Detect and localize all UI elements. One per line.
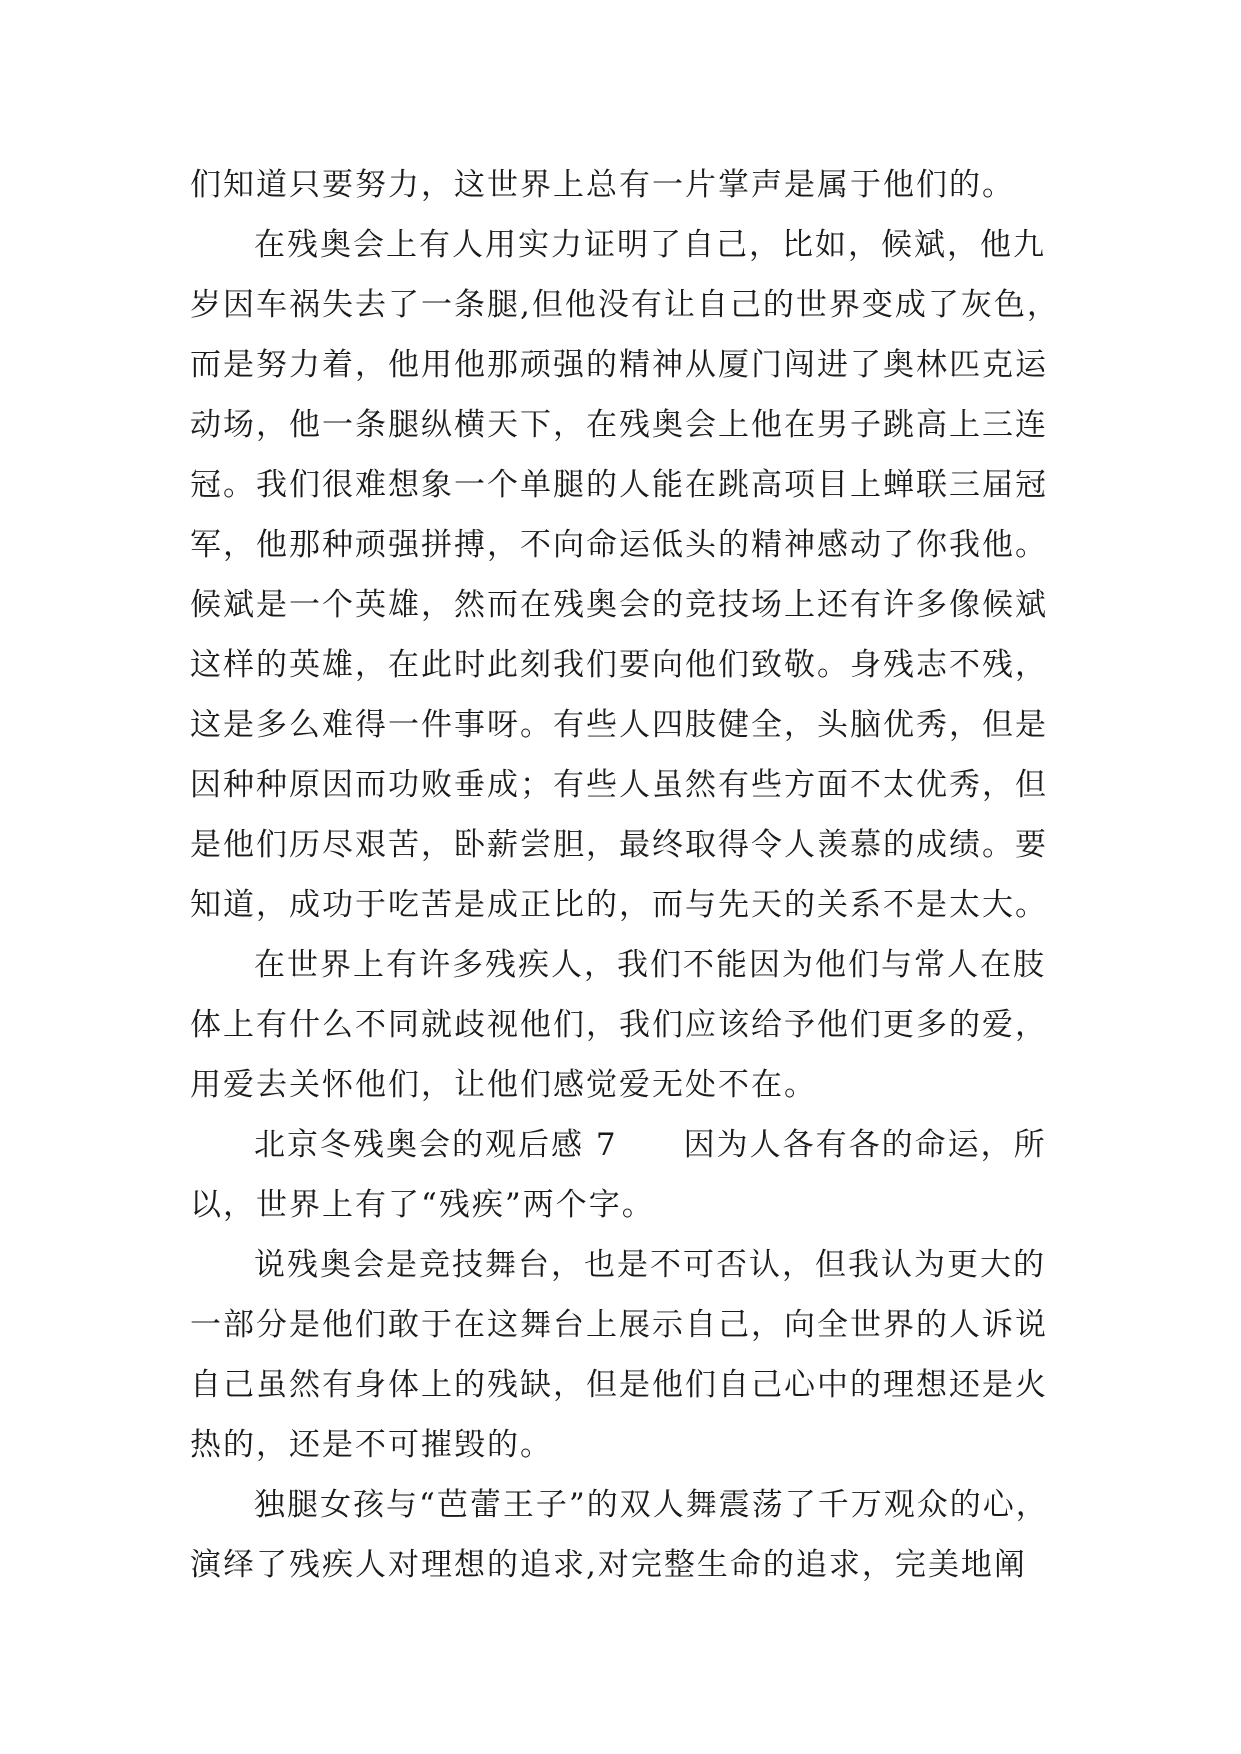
text-line: 岁因车祸失去了一条腿,但他没有让自己的世界变成了灰色，: [190, 287, 1060, 323]
text-line: 独腿女孩与“芭蕾王子”的双人舞震荡了千万观众的心，: [254, 1487, 1049, 1523]
text-line: 而是努力着，他用他那顽强的精神从厦门闯进了奥林匹克运: [190, 347, 1048, 383]
text-line: 用爱去关怀他们，让他们感觉爱无处不在。: [190, 1067, 817, 1103]
text-line: 军，他那种顽强拼搏，不向命运低头的精神感动了你我他。: [190, 527, 1048, 563]
text-line: 这是多么难得一件事呀。有些人四肢健全，头脑优秀，但是: [190, 707, 1048, 743]
text-line: 说残奥会是竞技舞台，也是不可否认，但我认为更大的: [254, 1247, 1046, 1283]
text-line: 在残奥会上有人用实力证明了自己，比如，候斌，他九: [254, 227, 1046, 263]
text-line: 这样的英雄，在此时此刻我们要向他们致敬。身残志不残，: [190, 647, 1048, 683]
document-body: [190, 155, 1060, 1595]
text-line: 知道，成功于吃苦是成正比的，而与先天的关系不是太大。: [190, 887, 1048, 923]
text-line: 以，世界上有了“残疾”两个字。: [190, 1187, 655, 1223]
text-line: 在世界上有许多残疾人，我们不能因为他们与常人在肢: [254, 947, 1046, 983]
text-line: 一部分是他们敢于在这舞台上展示自己，向全世界的人诉说: [190, 1307, 1048, 1343]
text-line: 冠。我们很难想象一个单腿的人能在跳高项目上蝉联三届冠: [190, 467, 1048, 503]
text-line: 北京冬残奥会的观后感 7 因为人各有各的命运，所: [254, 1127, 1047, 1163]
text-line: 动场，他一条腿纵横天下，在残奥会上他在男子跳高上三连: [190, 407, 1048, 443]
text-line: 体上有什么不同就歧视他们，我们应该给予他们更多的爱，: [190, 1007, 1048, 1043]
text-line: 演绎了残疾人对理想的追求,对完整生命的追求，完美地阐: [190, 1547, 1027, 1583]
text-line: 候斌是一个英雄，然而在残奥会的竞技场上还有许多像候斌: [190, 587, 1048, 623]
text-line: 热的，还是不可摧毁的。: [190, 1427, 553, 1463]
text-line: 是他们历尽艰苦，卧薪尝胆，最终取得令人羡慕的成绩。要: [190, 827, 1048, 863]
text-line: 因种种原因而功败垂成；有些人虽然有些方面不太优秀，但: [190, 767, 1048, 803]
text-line: 自己虽然有身体上的残缺，但是他们自己心中的理想还是火: [190, 1367, 1048, 1403]
text-line: 们知道只要努力，这世界上总有一片掌声是属于他们的。: [190, 167, 1015, 203]
